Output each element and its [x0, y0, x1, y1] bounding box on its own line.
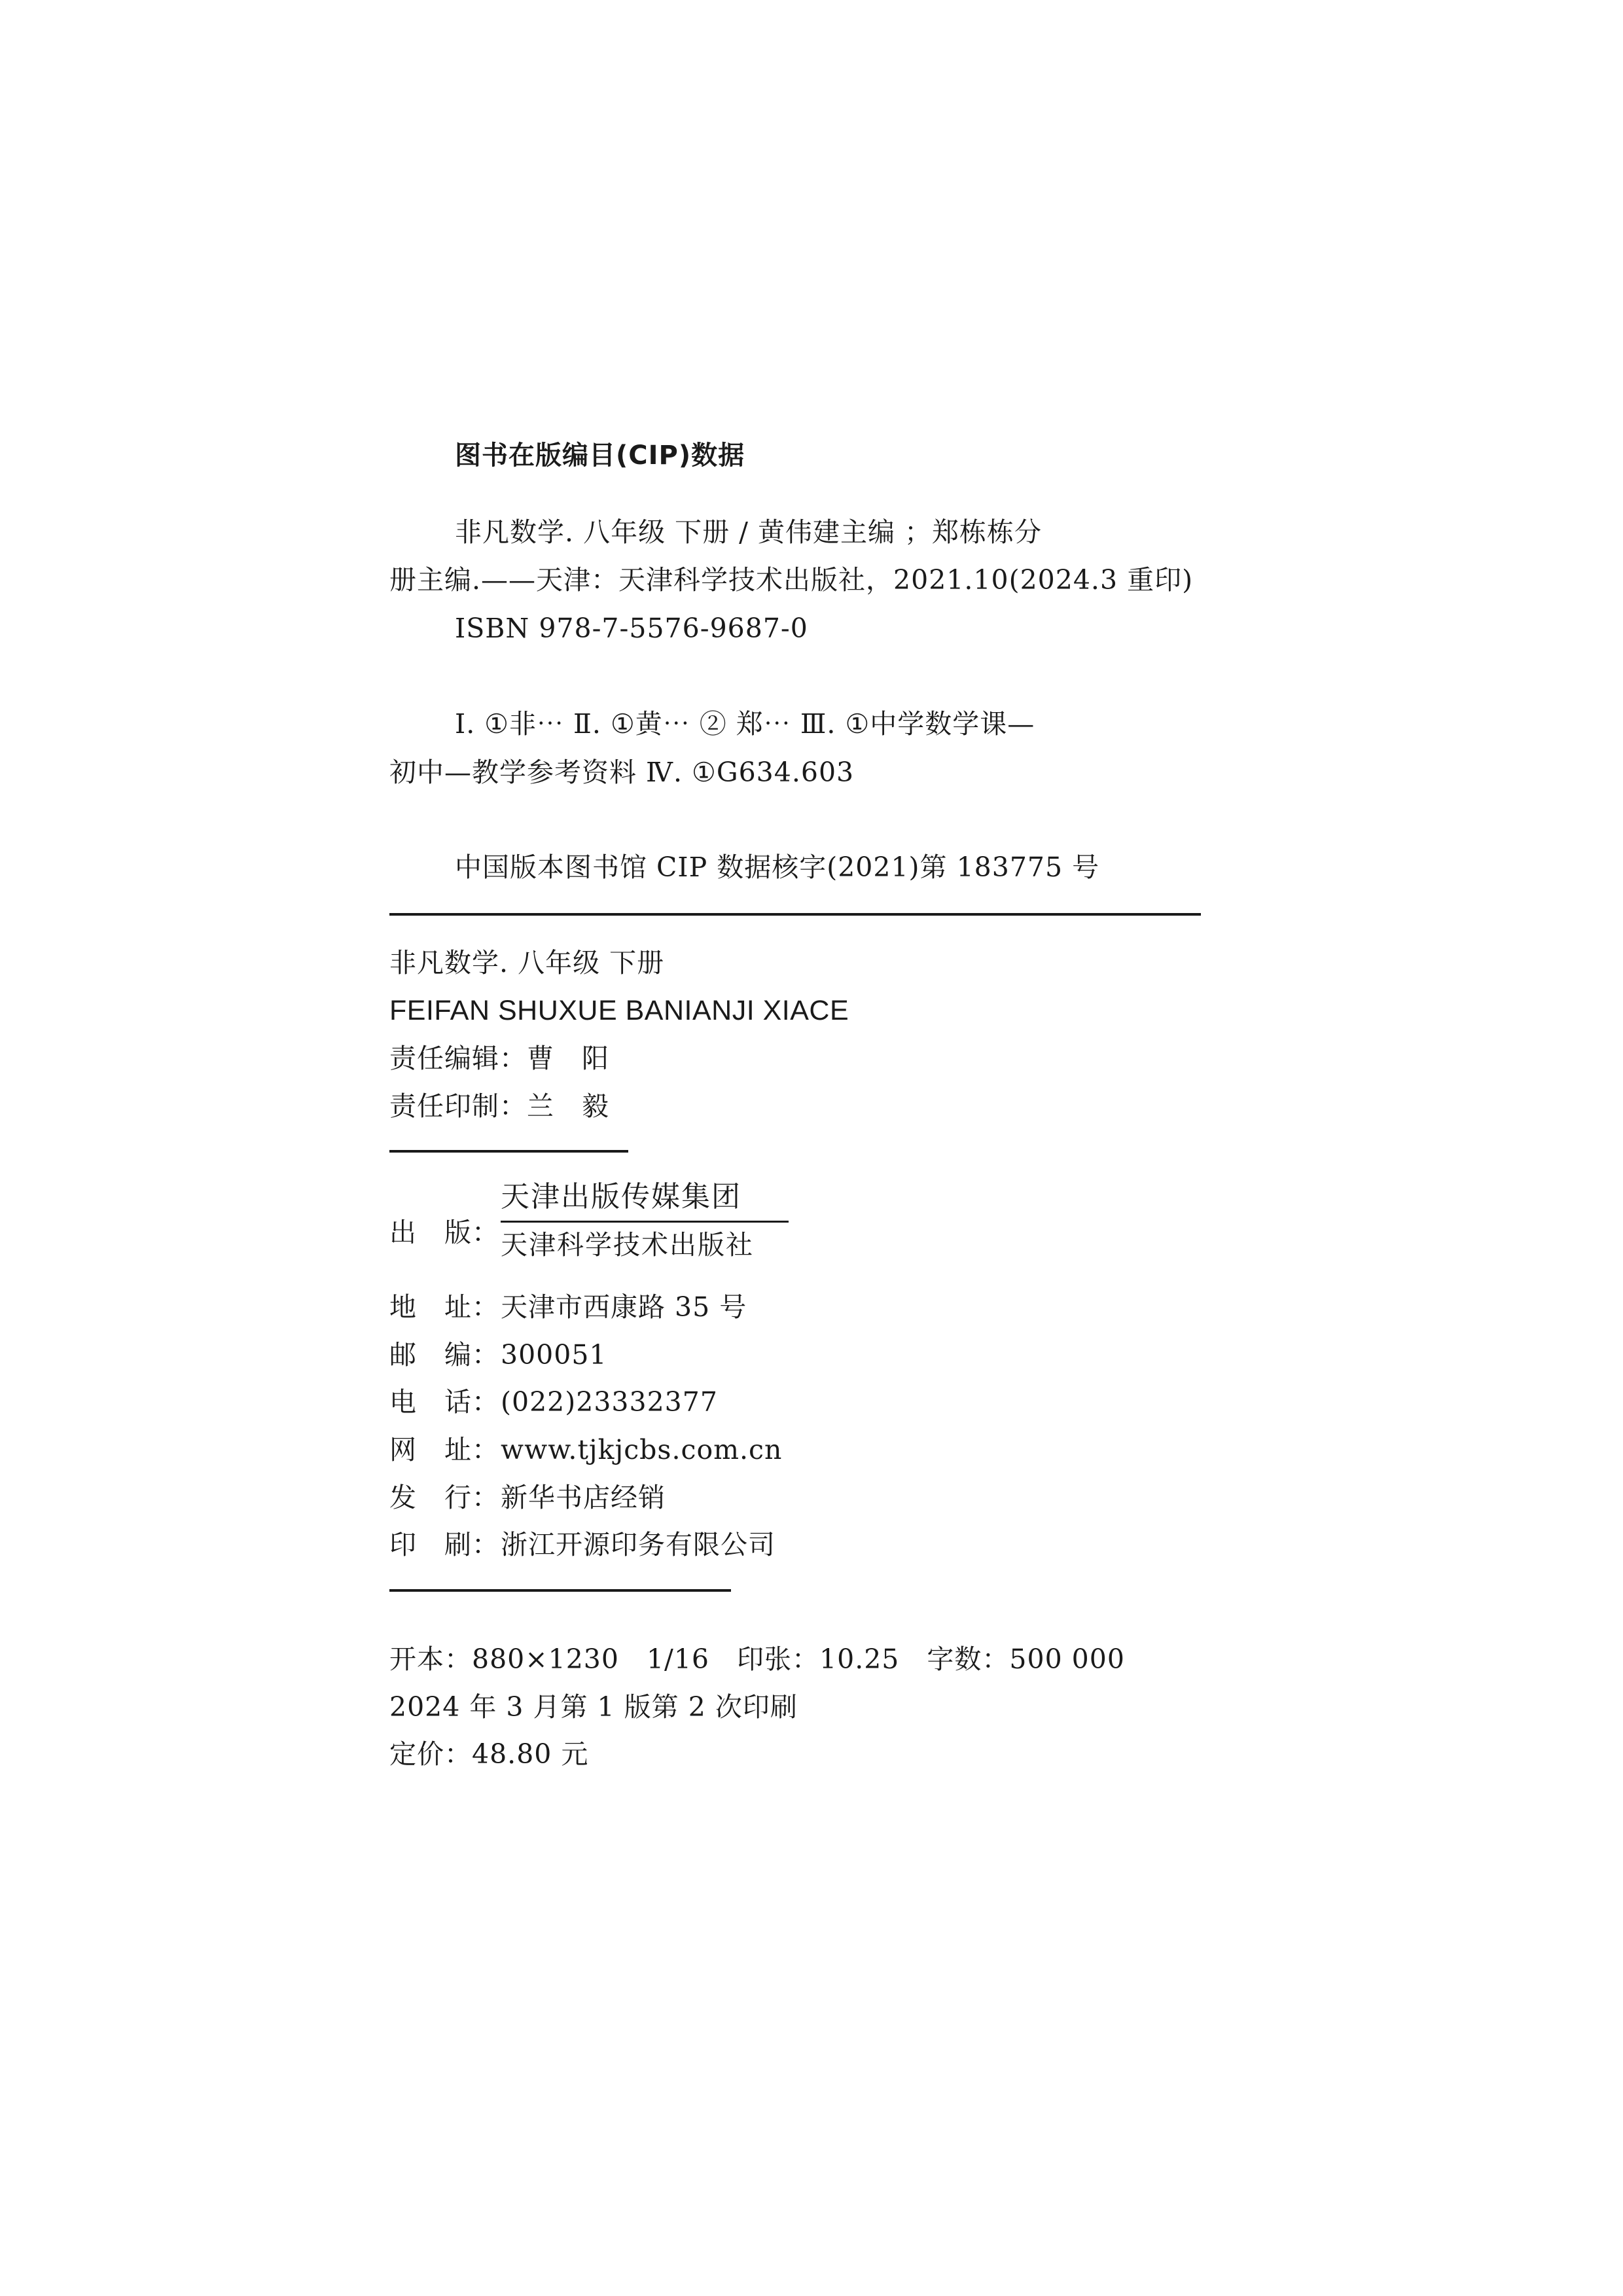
book-title-pinyin: FEIFAN SHUXUE BANIANJI XIACE: [389, 995, 849, 1026]
responsible-editor-label: 责任编辑：: [389, 1043, 527, 1074]
postcode-value: 300051: [501, 1339, 607, 1371]
publisher-phone: [389, 1384, 718, 1420]
publisher-distribution: [389, 1479, 666, 1516]
publisher-website: [389, 1431, 782, 1468]
responsible-editor: [389, 1040, 609, 1077]
phone-value: (022)23332377: [501, 1386, 718, 1418]
postcode-label: 邮 编：: [389, 1339, 499, 1371]
responsible-editor-name: 曹 阳: [527, 1043, 609, 1074]
publisher-divider: [389, 1589, 731, 1592]
publisher-group: 天津出版传媒集团: [501, 1176, 789, 1223]
format-specs: 开本：880×1230 1/16 印张：10.25 字数：500 000: [389, 1643, 1125, 1675]
responsible-printing: [389, 1088, 609, 1124]
publisher-address: [389, 1289, 747, 1325]
cip-classification-line-1: Ⅰ. ①非⋯ Ⅱ. ①黄⋯ ② 郑⋯ Ⅲ. ①中学数学课—: [455, 708, 1035, 740]
cip-divider: [389, 913, 1201, 916]
phone-label: 电 话：: [389, 1386, 499, 1418]
publisher-printer: [389, 1526, 776, 1563]
cip-heading: 图书在版编目(CIP)数据: [455, 440, 745, 471]
address-label: 地 址：: [389, 1291, 499, 1323]
book-info-divider: [389, 1150, 628, 1153]
cip-classification-line-2: 初中—教学参考资料 Ⅳ. ①G634.603: [389, 757, 855, 788]
publisher-postcode: [389, 1336, 607, 1373]
distribution-value: 新华书店经销: [501, 1482, 666, 1513]
price: 定价：48.80 元: [389, 1738, 589, 1770]
book-title: 非凡数学. 八年级 下册: [389, 947, 665, 978]
printer-label: 印 刷：: [389, 1529, 499, 1560]
cip-isbn: ISBN 978-7-5576-9687-0: [455, 613, 808, 644]
edition-info: 2024 年 3 月第 1 版第 2 次印刷: [389, 1691, 798, 1723]
responsible-printing-label: 责任印制：: [389, 1090, 527, 1122]
cip-title-line-2: 册主编.——天津：天津科学技术出版社，2021.10(2024.3 重印): [389, 564, 1194, 596]
website-label: 网 址：: [389, 1434, 499, 1465]
publisher-name: 天津科学技术出版社: [501, 1229, 754, 1261]
address-value: 天津市西康路 35 号: [501, 1291, 747, 1323]
cip-approval-number: 中国版本图书馆 CIP 数据核字(2021)第 183775 号: [455, 852, 1100, 883]
printer-value: 浙江开源印务有限公司: [501, 1529, 776, 1560]
responsible-printing-name: 兰 毅: [527, 1090, 609, 1122]
website-value[interactable]: www.tjkjcbs.com.cn: [501, 1434, 783, 1465]
cip-title-line-1: 非凡数学. 八年级 下册 / 黄伟建主编 ；郑栋栋分: [455, 516, 1043, 548]
publisher-label: 出 版：: [389, 1217, 499, 1248]
distribution-label: 发 行：: [389, 1482, 499, 1513]
